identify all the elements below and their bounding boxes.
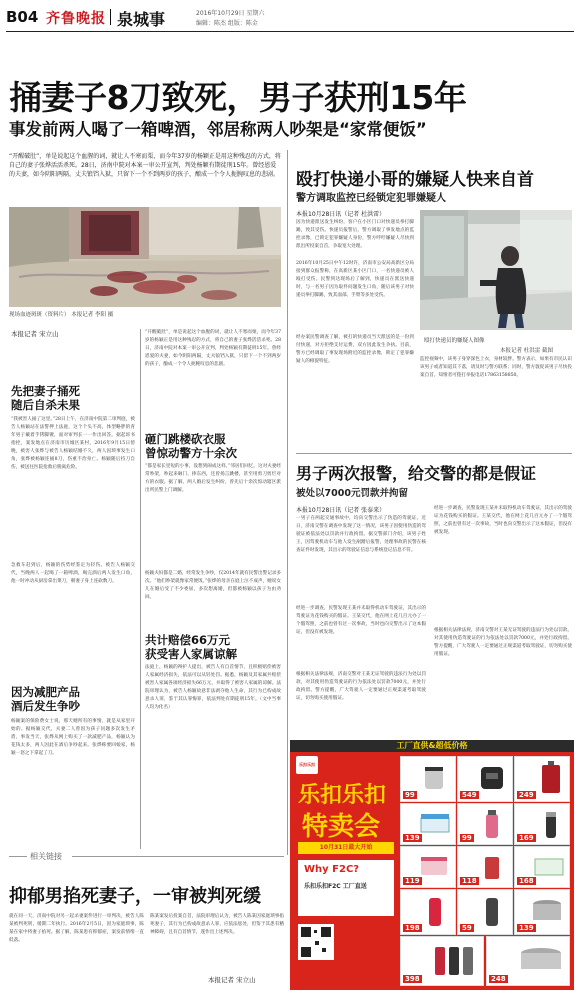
lead-col2-subheading-2: 共计赔偿66万元 获受害人家属谅解 [145, 633, 237, 661]
left-right-divider [287, 150, 288, 855]
ad-product-6 [514, 803, 570, 845]
courier-photo-caption: 殴打快递员的嫌疑人图像 [424, 338, 485, 344]
police-text-5: 根据相关法律法规，济南交警对王某无证驾驶的违法行为处以罚款，对其使用伪造驾驶证的行为依法处以罚款7000元，并处行政拘留。警方提醒，广大驾驶人一定要通过正规渠道考取驾驶证，切勿购买使用假证。 [434, 628, 572, 657]
ad-product-11 [457, 889, 513, 935]
lead-byline: 本报记者 宋立山 [11, 330, 59, 338]
flask-icon [480, 894, 504, 928]
ad-price-tag: 99 [405, 791, 415, 799]
lead-col2-text-1: “都是家长里短的小事，没想到闹成这样。”邻居们回忆，这对夫妻经常吵架，吵起来砸门、摔东西，还曾扬言跳楼，甚至用剪刀剪烂对方的衣服。据了解，两人婚后发生纠纷，曾先后十余次惊动辖区派出所民警上门调解。 [145, 464, 281, 493]
police-text-2: 经进一步调查，民警发现王某并未取得机动车驾驶证，其出示的驾驶证为花钱购买的假证。王某交代，他在网上花几百元办了一个假驾照，之前也曾有过一次事故，当时也向交警出示了这本假证，但没有被发现。 [296, 606, 426, 635]
editors-line: 编辑：陈杰 组版：陈金 [196, 20, 258, 27]
ad-header: 工厂直供&超低价格 [290, 740, 574, 752]
ad-price-tag: 99 [462, 834, 472, 842]
ad-price-tag: 139 [405, 834, 420, 842]
police-byline: 本报10月28日讯（记者 张泰来） [296, 507, 386, 514]
ad-product-12 [514, 889, 570, 935]
lead-col1-subheading-2: 因为减肥产品 酒后发生争吵 [11, 685, 80, 713]
ad-product-8 [457, 846, 513, 888]
date-line: 2016年10月29日 星期六 [196, 10, 265, 17]
ad-product-1 [400, 756, 456, 802]
masthead-rule [6, 31, 574, 32]
police-text-3: 根据相关法律法规，济南交警对王某无证驾驶的违法行为处以罚款，对其使用伪造驾驶证的行为依法处以罚款7000元，并处行政拘留。警方提醒，广大驾驶人一定要通过正规渠道考取驾驶证，切勿购买使用假证。 [296, 672, 426, 701]
ad-price-tag: 169 [519, 834, 534, 842]
lead-col2-text-0: “开醒破肚”，单是说起这个血腥的词，就让人不寒而栗，而今年37岁的杨颖正是用这种残忍的方式，将自己的妻子张烨活活杀死。28日，济南中院对本案一审公开宣判，判处杨颖有期徒刑15年。曾经恩爱的夫妻，如今阴阳两隔，丈夫锒铛入狱，只留下一个不到两岁的孩子，酿成一个令人扼腕叹息的悲剧。 [145, 330, 281, 367]
container-icon [419, 810, 451, 836]
kettle-icon [421, 763, 449, 791]
bottle-icon [480, 808, 504, 840]
suitcase-icon [539, 761, 563, 795]
ad-qr-code [298, 924, 334, 960]
related-byline: 本报记者 宋立山 [208, 976, 256, 984]
courier-bottom-rule [296, 453, 572, 454]
lead-column-divider [140, 329, 141, 849]
lead-headline: 捅妻子8刀致死，男子获刑15年 [9, 78, 467, 117]
lead-col1-text-1: “我被害人捅了这里。”28日上午，在济南中院第二审判庭，被告人杨颖站在法警押上法庭，这个个头不高，体型略胖的青年男子戴着手铐脚镣，面对审判长一一作出回答。据起诉书指控，案发地点在济南市历城区某村，2016年9月15日傍晚，被害人张烨与被告人杨颖结婚不久，两人因琐事发生口角，张烨被杨颖连捅8刀，伤重不治身亡。杨颖随后持刀自伤，被送往医院抢救后脱离危险。 [11, 417, 135, 470]
lead-col2-text-2: 杨颖夫妇都是二婚，经常发生争吵，仅2014年就有民警出警记录多次。“他们吵架就像家常便饭。”张烨的母亲在庭上泣不成声，她说女儿在婚后受了不少委屈，多次想离婚，但都被杨颖以孩子为由劝回。 [145, 571, 281, 600]
ad-product-14 [486, 936, 570, 986]
ad-product-7 [400, 846, 456, 888]
bottles-set-icon [431, 941, 479, 977]
lunchbox-icon [419, 853, 451, 879]
ad-brand-logo [296, 756, 318, 774]
related-text-1: 就在同一天，济南中院对另一起杀妻案件进行一审判决，被告人陈某被判死刑，缓期二年执行。2016年2月5日，因为家庭琐事，陈某在家中将妻子掐死。据了解，陈某患有抑郁症，案发前情绪一直低落。 [9, 914, 144, 943]
lead-subheadline: 事发前两人喝了一箱啤酒，邻居称两人吵架是“家常便饭” [9, 120, 427, 139]
courier-headline: 殴打快递小哥的嫌疑人快来自首 [296, 170, 534, 190]
police-headline: 男子两次报警，给交警的都是假证 [296, 464, 537, 483]
section-name: 泉城事 [117, 10, 166, 29]
courier-subheadline: 警方调取监控已经锁定犯罪嫌疑人 [296, 193, 446, 204]
fryer-icon [478, 763, 506, 791]
courier-text-2: 2016年10月25日中午12时许，济南市公安局高新区分局接到群众报警称，在高新区某小区门口，一名快递员被人殴打受伤。民警到达现场后了解到，快递员在派送快递时，与一名男子因为取件问题发生口角，随后该男子对快递员拳打脚踢，致其面部、手臂等多处受伤。 [296, 261, 414, 298]
ad-price-tag: 119 [405, 877, 420, 885]
courier-text-3: 经办案民警调查了解，被打的快递员当天派送的是一份到付快递，对方拒绝支付运费，双方因此发生争执。目前，警方已经调取了事发现场附近的监控录像，锁定了犯罪嫌疑人的相貌特征。 [296, 335, 414, 364]
ad-f2c-text: 乐扣乐扣F2C 工厂直送 [304, 883, 367, 890]
ad-price-tag: 248 [491, 975, 506, 983]
ad-why-text: Why F2C? [304, 864, 360, 875]
ad-price-tag: 118 [462, 877, 477, 885]
police-text-1: 一男子在两起交通事故中，均向交警出示了伪造的驾驶证。近日，济南交警在调查中发现了这一情况，该男子因使用伪造的驾驶证被依法处以罚款并行政拘留。据交警部门介绍，该男子姓王，因驾驶机动车与他人发生剐蹭后报警，处理事故的民警在核查证件时发现，其出示的驾驶证信息与系统登记信息不符。 [296, 516, 426, 553]
lead-photo [9, 207, 281, 307]
tumbler-icon [423, 894, 447, 928]
police-text-4: 经进一步调查，民警发现王某并未取得机动车驾驶证，其出示的驾驶证为花钱购买的假证。王某交代，他在网上花几百元办了一个假驾照，之前也曾有过一次事故，当时也向交警出示了这本假证，但没有被发现。 [434, 506, 572, 535]
ad-price-tag: 139 [519, 924, 534, 932]
thermos-icon [539, 808, 563, 840]
courier-byline: 本报10月28日讯（记者 杜洪雷） [296, 211, 386, 218]
related-text-2: 陈某案发后投案自首，法院审理后认为，被告人陈某因家庭琐事掐死妻子，其行为已构成故意杀人罪，应依法惩处，但鉴于其患有精神障碍，且有自首情节，遂作出上述判决。 [150, 914, 284, 935]
courier-text-1: 因为快递派送发生纠纷，客户在小区门口对快递员拳打脚踢，致其受伤。快递员报警后，警方调取了事发地点的监控录像，已锁定犯罪嫌疑人身份，警方呼吁嫌疑人尽快到派出所投案自首，争取宽大处理。 [296, 220, 414, 249]
ad-product-3 [514, 756, 570, 802]
ad-product-13 [400, 936, 484, 986]
courier-text-4: 监控视频中，该男子身穿深色上衣，身材较胖。警方表示，如果有市民认识该男子或者知道其下落，请及时与警方联系；同时，警方敦促该男子尽快投案自首。知情者可拨打举报电话17863158850。 [420, 357, 572, 378]
lead-intro: “开醒破肚”，单是说起这个血腥的词，就让人不寒而栗，而今年37岁的杨颖正是用这种残忍的方式，将自己的妻子张烨活活杀死。28日，济南中院对本案一审公开宣判，判处杨颖有期徒刑15年。曾经恩爱的夫妻，如今阴阳两隔，丈夫锒铛入狱，只留下一个不到两岁的孩子，酿成一个令人扼腕叹息的悲剧。 [9, 153, 281, 178]
page-code: B04 [6, 8, 39, 26]
paper-logo: 齐鲁晚报 [46, 11, 106, 27]
police-subheadline: 被处以7000元罚款并拘留 [296, 488, 408, 499]
ad-price-tag: 59 [462, 924, 472, 932]
related-tag: 相关链接 [30, 852, 62, 861]
cup-icon [480, 851, 504, 883]
ad-product-9 [514, 846, 570, 888]
ad-price-tag: 198 [405, 924, 420, 932]
steamer-pot-icon [529, 896, 565, 926]
ad-brand-text: 乐扣乐扣 [299, 762, 315, 767]
lead-photo-caption: 现场血迹斑斑（资料片） 本报记者 李阳 摄 [9, 312, 114, 318]
lead-col2-subheading-1: 砸门跳楼砍衣服 曾惊动警方十余次 [145, 432, 237, 460]
ad-title-line-1: 乐扣乐扣 [298, 783, 387, 808]
lead-col2-text-3: 法庭上，杨颖的辩护人提出，被告人有自首情节，且积极赔偿被害人家属经济损失，依法可以从轻处罚。据悉，杨颖及其家属共赔偿被害人家属各项经济损失66万元，并取得了被害人家属的谅解。法院审理认为，被告人杨颖故意非法剥夺他人生命，其行为已构成故意杀人罪，鉴于其认罪悔罪，依法判处有期徒刑15年。（文中当事人均为化名） [145, 665, 281, 710]
ad-title-line-2: 特卖会 [302, 812, 381, 842]
masthead-divider [110, 9, 111, 25]
ad-product-4 [400, 803, 456, 845]
lead-col1-subheading-1: 先把妻子捅死 随后自杀未果 [11, 384, 80, 412]
lead-col1-text-3: 杨颖案的保险费女士说，那天她所有的事情，就是从家里开始的。据杨颖交代，夫妻二人曾因为孩子问题多次发生矛盾，事发当天，张烨从网上购买了一款减肥产品，杨颖认为花钱太多，两人因此在酒后争吵起来。张烨称要回娘家，杨颖一怒之下拿起了刀。 [11, 719, 135, 756]
ad-product-2 [457, 756, 513, 802]
cookware-icon [517, 943, 565, 977]
ad-why-box [298, 860, 394, 916]
courier-photo [420, 210, 572, 330]
ad-product-5 [457, 803, 513, 845]
ad-product-grid [400, 756, 570, 986]
ad-block [290, 740, 574, 990]
ad-price-tag: 549 [462, 791, 477, 799]
ad-price-tag: 168 [519, 877, 534, 885]
related-tag-line [9, 856, 27, 857]
ad-price-tag: 249 [519, 791, 534, 799]
lead-col1-text-2: 急救车赶到后，杨颖的伤势经鉴定为轻伤。被告人杨颖交代，当晚两人一起喝了一箱啤酒，喝完酒后两人发生口角，他一时冲动从厨房拿出菜刀，朝妻子身上连砍数刀。 [11, 563, 135, 584]
ad-price-tag: 398 [405, 975, 420, 983]
related-tag-line-right [72, 856, 284, 857]
courier-photo-credit: 本报记者 杜洪雷 截图 [500, 348, 553, 354]
ad-date-info: 10月31日最大开始 [298, 842, 394, 854]
related-headline: 抑郁男掐死妻子，一审被判死缓 [9, 886, 261, 907]
ad-product-10 [400, 889, 456, 935]
storage-box-icon [533, 853, 565, 879]
